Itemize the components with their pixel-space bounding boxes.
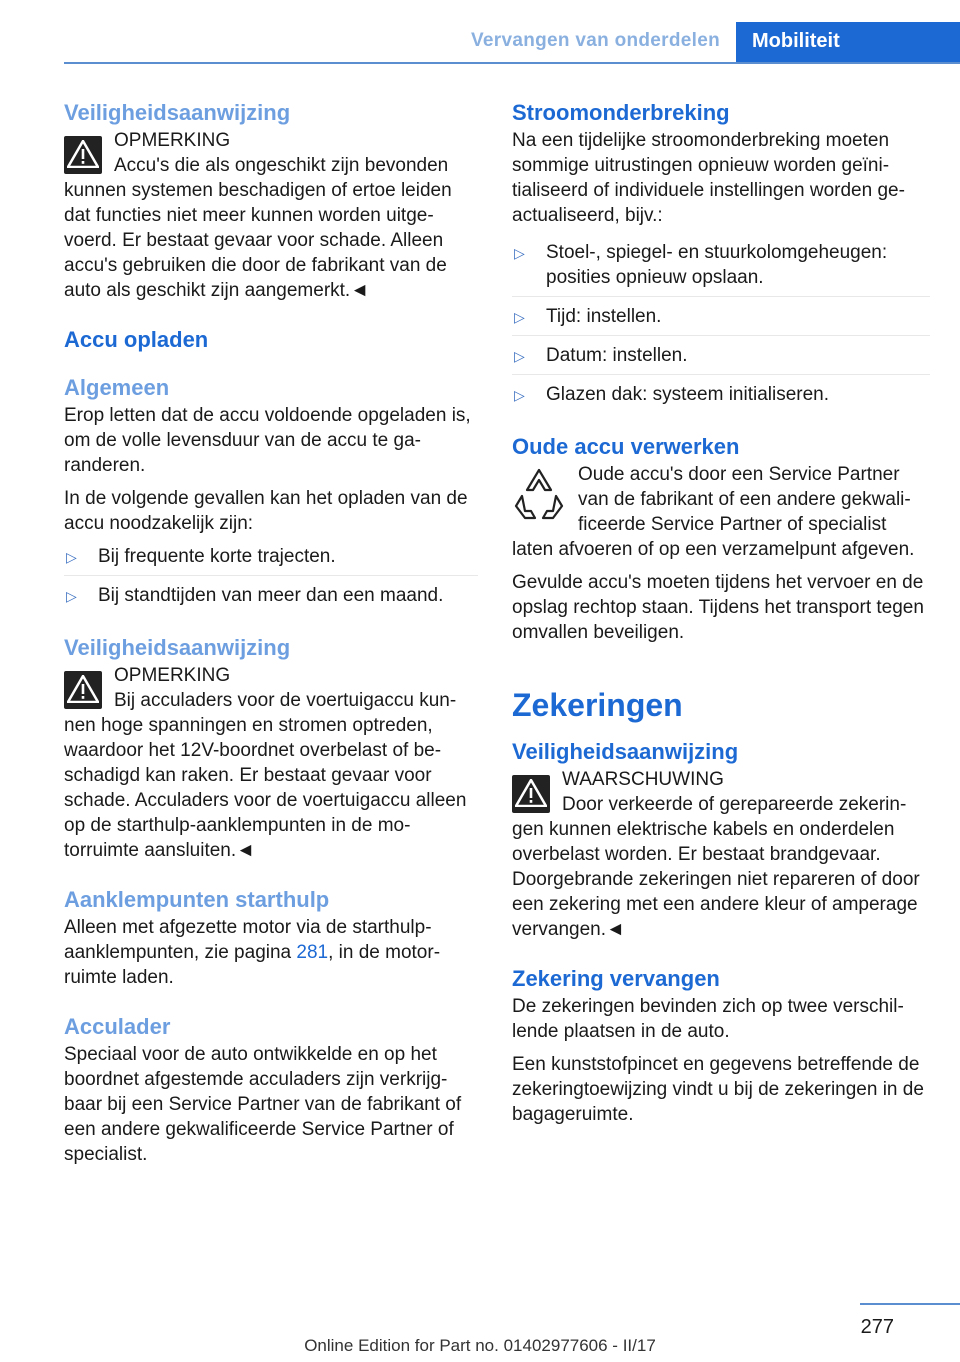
chapter-tab: Mobiliteit <box>736 22 960 64</box>
list-item-text: Tijd: instellen. <box>546 306 662 327</box>
note-box <box>64 128 478 303</box>
paragraph: Erop letten dat de accu voldoende opgeladen is, om de volle levensduur van de accu te garanderen. <box>64 405 471 476</box>
note-box <box>64 663 478 863</box>
subsection-heading: Acculader <box>64 1014 171 1039</box>
chapter-heading: Zekeringen <box>512 687 683 723</box>
footer-edition: Online Edition for Part no. 01402977606 - II/17 <box>304 1336 656 1355</box>
note-label: OPMERKING <box>114 130 231 151</box>
warning-icon <box>64 671 102 709</box>
list-arrow-icon: ▷ <box>514 348 525 364</box>
section-heading: Zekering vervangen <box>512 966 720 991</box>
paragraph: Na een tijdelijke stroomonderbreking moeten sommige uitrustingen opnieuw worden geïnitialiseerd of individuele instellingen worden geactualiseerd, bijv.: <box>512 130 905 226</box>
list-arrow-icon: ▷ <box>514 245 525 261</box>
section-heading: Oude accu verwerken <box>512 434 740 459</box>
list-item <box>64 583 478 614</box>
list-arrow-icon: ▷ <box>514 309 525 325</box>
list-item <box>512 240 930 297</box>
recycle-note <box>512 462 930 562</box>
page-link[interactable]: 281 <box>296 942 329 963</box>
warning-label: WAARSCHUWING <box>562 769 724 790</box>
list-item <box>512 343 930 375</box>
page-number: 277 <box>860 1316 894 1338</box>
list-item-text: Stoel-, spiegel- en stuurkolomgeheugen: posities opnieuw opslaan. <box>546 242 888 288</box>
right-column <box>512 98 930 1127</box>
list-item-text: Bij standtijden van meer dan een maand. <box>98 585 444 606</box>
footer-rule <box>860 1303 960 1305</box>
note-label: OPMERKING <box>114 665 231 686</box>
section-heading: Veiligheidsaanwijzing <box>64 635 291 660</box>
section-heading: Accu opladen <box>64 327 209 352</box>
section-heading: Stroomonderbreking <box>512 100 730 125</box>
subsection-heading: Aanklempunten starthulp <box>64 887 330 912</box>
list-arrow-icon: ▷ <box>66 588 77 604</box>
paragraph: Een kunststofpincet en gegevens betreffende de zekeringtoewijzing vindt u bij de zekeringen in de bagageruimte. <box>512 1054 924 1125</box>
list-item-text: Datum: instellen. <box>546 345 688 366</box>
warning-icon <box>64 136 102 174</box>
list-item <box>64 544 478 576</box>
note-text: Accu's die als ongeschikt zijn bevonden kunnen systemen beschadigen of ertoe leiden dat functies niet meer kunnen worden uitgevoerd. Er bestaat gevaar voor schade. Alleen accu's gebruiken die door de fabrikant van de auto als geschikt zijn aangemerkt.◄ <box>64 155 452 301</box>
paragraph-text: Alleen met afgezette motor via de starthulp-aanklempunten, zie pagina <box>64 917 432 963</box>
bullet-list <box>64 544 478 614</box>
section-heading: Veiligheidsaanwijzing <box>512 739 739 764</box>
running-section-title: Vervangen van onderdelen <box>470 30 720 51</box>
header-rule <box>64 62 960 64</box>
list-item <box>512 304 930 336</box>
warning-icon <box>512 775 550 813</box>
subsection-heading: Algemeen <box>64 375 170 400</box>
bullet-list <box>512 240 930 413</box>
warning-box <box>512 767 930 942</box>
list-arrow-icon: ▷ <box>514 387 525 403</box>
paragraph: Gevulde accu's moeten tijdens het vervoer en de opslag rechtop staan. Tijdens het transport tegen omvallen beveiligen. <box>512 572 924 643</box>
note-text: Bij acculaders voor de voertuigaccu kunnen hoge spanningen en stromen optreden, waardoor het 12V-boordnet overbelast of beschadigd kan raken. Er bestaat gevaar voor schade. Acculaders voor de voertuigaccu alleen op de starthulp-aanklempunten in de motorruimte aansluiten.◄ <box>64 690 467 861</box>
paragraph: Speciaal voor de auto ontwikkelde en op het boordnet afgestemde acculaders zijn verkrijgbaar bij een Service Partner van de fabrikant of een andere gekwalificeerde Service Partner of specialist. <box>64 1044 462 1165</box>
paragraph: In de volgende gevallen kan het opladen van de accu noodzakelijk zijn: <box>64 488 468 534</box>
section-heading: Veiligheidsaanwijzing <box>64 100 291 125</box>
warning-text: Door verkeerde of gerepareerde zekeringen kunnen elektrische kabels en onderdelen overbelast worden. Er bestaat brandgevaar. Doorgebrande zekeringen niet repareren of door een zekering met een andere kleur of amperage vervangen.◄ <box>512 794 920 940</box>
left-column <box>64 98 478 1167</box>
recycle-icon <box>512 466 566 522</box>
paragraph <box>64 915 478 990</box>
list-item <box>512 382 930 413</box>
list-item-text: Bij frequente korte trajecten. <box>98 546 336 567</box>
paragraph-text: , in de motorruimte laden. <box>64 942 441 988</box>
list-item-text: Glazen dak: systeem initialiseren. <box>546 384 830 405</box>
paragraph: De zekeringen bevinden zich op twee verschillende plaatsen in de auto. <box>512 996 904 1042</box>
paragraph: Oude accu's door een Service Partner van de fabrikant of een andere gekwalificeerde Service Partner of specialist laten afvoeren of op een verzamelpunt afgeven. <box>512 464 915 560</box>
list-arrow-icon: ▷ <box>66 549 77 565</box>
